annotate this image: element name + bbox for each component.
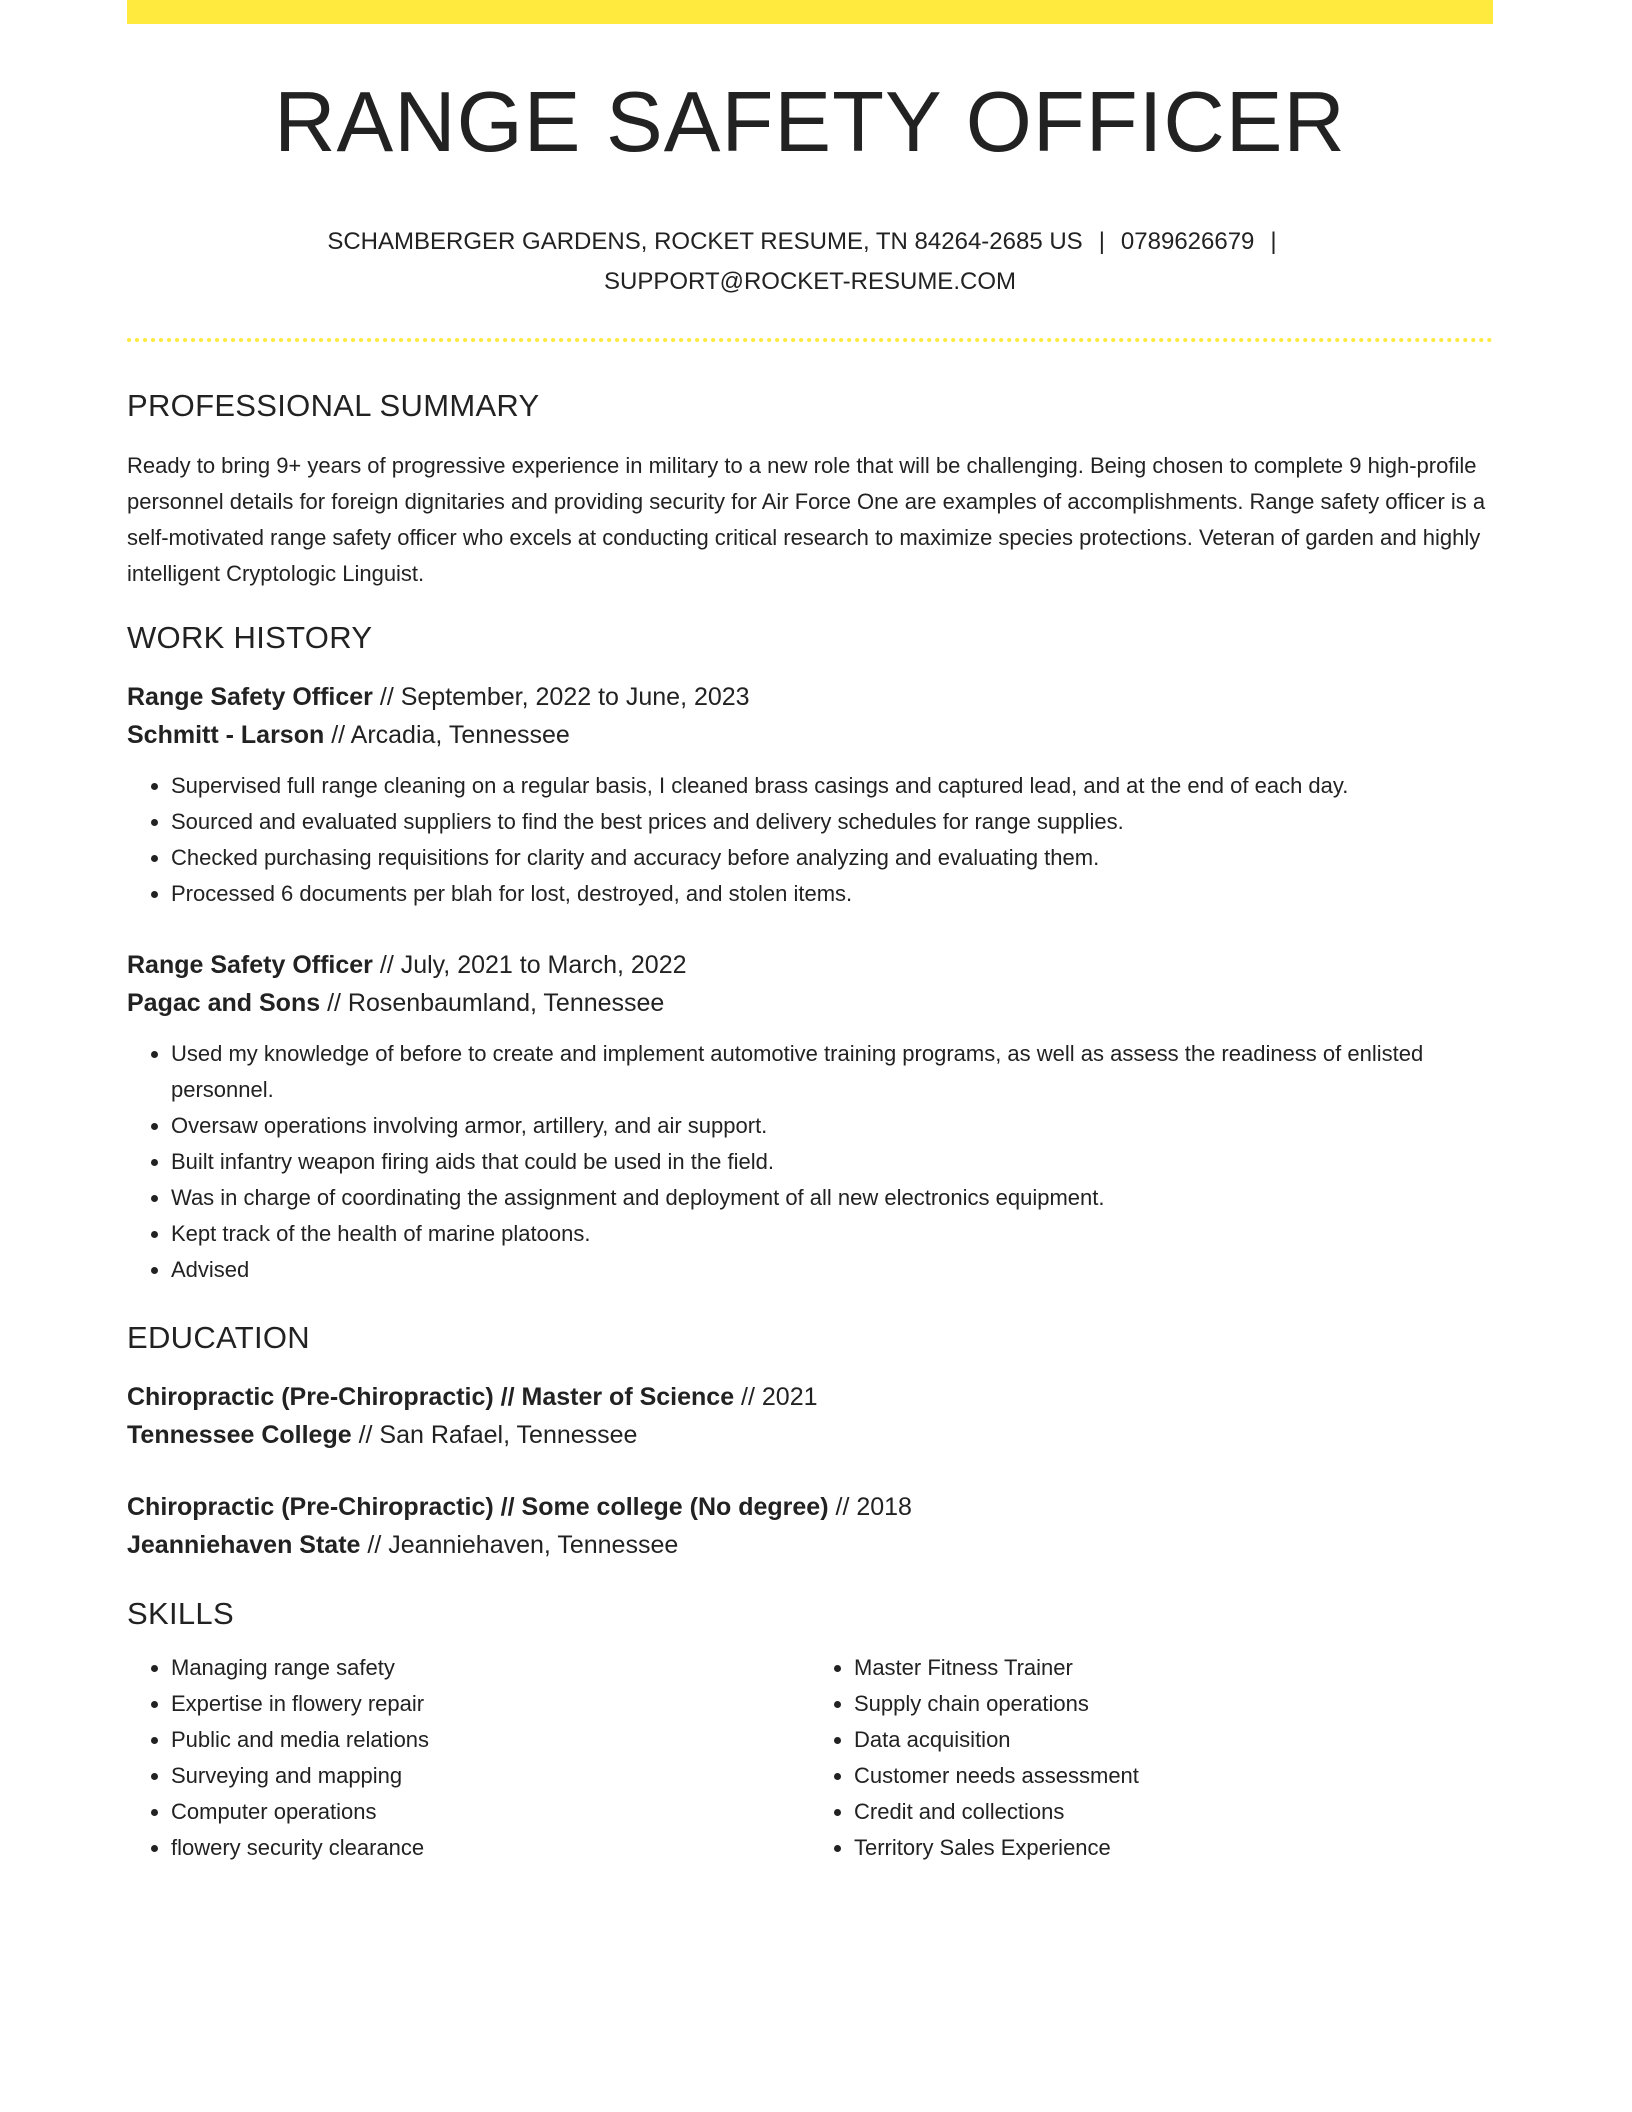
list-item: • Oversaw operations involving armor, artillery, and air support. <box>171 1108 1493 1144</box>
degree: Chiropractic (Pre-Chiropractic) // Master of Science <box>127 1382 735 1411</box>
contact-separator: | <box>1098 227 1105 255</box>
job-dates: // September, 2022 to June, 2023 <box>372 682 750 711</box>
school-name: Jeanniehaven State <box>127 1530 361 1559</box>
graduation-year: // 2018 <box>828 1492 912 1521</box>
job-title-line <box>127 678 1493 716</box>
skill-item: • Computer operations <box>171 1794 810 1830</box>
list-item: • Advised <box>171 1252 1493 1288</box>
job-company: Pagac and Sons <box>127 988 321 1017</box>
skill-item: • Public and media relations <box>171 1722 810 1758</box>
degree-line <box>127 1378 1493 1416</box>
job-location: // Arcadia, Tennessee <box>324 720 570 749</box>
degree: Chiropractic (Pre-Chiropractic) // Some college (No degree) <box>127 1492 829 1521</box>
list-item: • Was in charge of coordinating the assignment and deployment of all new electronics equipment. <box>171 1180 1493 1216</box>
skill-item: • Territory Sales Experience <box>854 1830 1493 1866</box>
skill-item: • Supply chain operations <box>854 1686 1493 1722</box>
skill-item: • Customer needs assessment <box>854 1758 1493 1794</box>
summary-heading: PROFESSIONAL SUMMARY <box>127 387 540 423</box>
list-item: • Supervised full range cleaning on a regular basis, I cleaned brass casings and captured lead, and at the end of each day. <box>171 768 1493 804</box>
contact-info <box>127 222 1493 302</box>
school-location: // Jeanniehaven, Tennessee <box>360 1530 679 1559</box>
list-item: • Checked purchasing requisitions for clarity and accuracy before analyzing and evaluating them. <box>171 840 1493 876</box>
skills-list-left <box>127 1650 810 1866</box>
summary-text: Ready to bring 9+ years of progressive experience in military to a new role that will be challenging. Being chosen to complete 9 high-profile personnel details for foreign dignitaries and providing security for Air Force One are examples of accomplishments. Range safety officer is a self-motivated range safety officer who excels at conducting critical research to maximize species protections. Veteran of garden and highly intelligent Cryptologic Linguist. <box>127 452 1486 586</box>
job-entry <box>127 946 1493 1288</box>
list-item: • Built infantry weapon firing aids that could be used in the field. <box>171 1144 1493 1180</box>
email: SUPPORT@ROCKET-RESUME.COM <box>604 267 1016 295</box>
resume-title: RANGE SAFETY OFFICER <box>274 75 1346 170</box>
skill-item: • flowery security clearance <box>171 1830 810 1866</box>
skill-item: • Managing range safety <box>171 1650 810 1686</box>
list-item: • Sourced and evaluated suppliers to find the best prices and delivery schedules for range supplies. <box>171 804 1493 840</box>
job-bullets <box>127 768 1493 912</box>
school-line <box>127 1526 1493 1564</box>
dotted-divider <box>127 338 1493 342</box>
skills-list-right <box>810 1650 1493 1866</box>
school-location: // San Rafael, Tennessee <box>351 1420 638 1449</box>
school-line <box>127 1416 1493 1454</box>
top-accent-bar <box>127 0 1493 24</box>
education-entry <box>127 1378 1493 1454</box>
job-company-line <box>127 984 1493 1022</box>
skills-columns <box>127 1650 1493 1866</box>
skill-item: • Credit and collections <box>854 1794 1493 1830</box>
education-heading: EDUCATION <box>127 1319 310 1355</box>
skill-item: • Data acquisition <box>854 1722 1493 1758</box>
contact-separator: | <box>1270 227 1277 255</box>
list-item: • Kept track of the health of marine platoons. <box>171 1216 1493 1252</box>
job-company-line <box>127 716 1493 754</box>
list-item: • Processed 6 documents per blah for lost, destroyed, and stolen items. <box>171 876 1493 912</box>
skill-item: • Expertise in flowery repair <box>171 1686 810 1722</box>
list-item: • Used my knowledge of before to create and implement automotive training programs, as well as assess the readiness of enlisted personnel. <box>171 1036 1493 1108</box>
education-entry <box>127 1488 1493 1564</box>
job-dates: // July, 2021 to March, 2022 <box>372 950 687 979</box>
school-name: Tennessee College <box>127 1420 352 1449</box>
skills-heading: SKILLS <box>127 1595 234 1631</box>
job-entry <box>127 678 1493 912</box>
work-history-heading: WORK HISTORY <box>127 619 373 655</box>
job-company: Schmitt - Larson <box>127 720 325 749</box>
job-bullets <box>127 1036 1493 1288</box>
address: SCHAMBERGER GARDENS, ROCKET RESUME, TN 84264-2685 US <box>327 227 1083 255</box>
phone: 0789626679 <box>1120 227 1255 255</box>
degree-line <box>127 1488 1493 1526</box>
job-location: // Rosenbaumland, Tennessee <box>320 988 665 1017</box>
skill-item: • Master Fitness Trainer <box>854 1650 1493 1686</box>
job-title-line <box>127 946 1493 984</box>
job-role: Range Safety Officer <box>127 950 373 979</box>
skill-item: • Surveying and mapping <box>171 1758 810 1794</box>
graduation-year: // 2021 <box>734 1382 818 1411</box>
resume-page <box>127 0 1493 1866</box>
job-role: Range Safety Officer <box>127 682 373 711</box>
